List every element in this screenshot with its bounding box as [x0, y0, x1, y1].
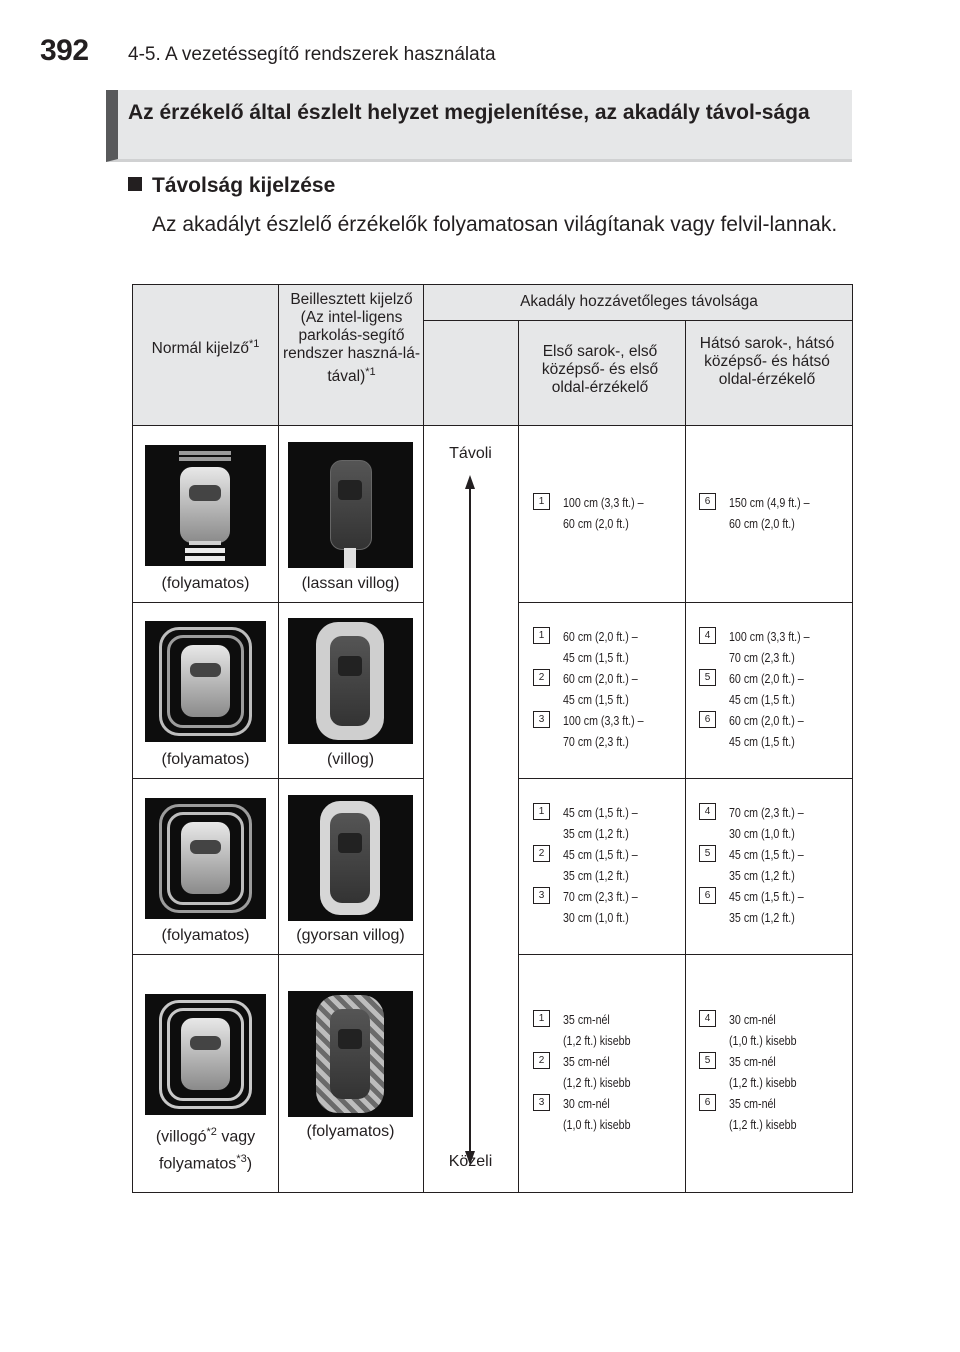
callout-number: 3: [533, 887, 550, 904]
caption-sup: *3: [236, 1153, 247, 1166]
distance-range: [729, 710, 804, 752]
distance-range: [563, 1093, 631, 1135]
distance-line: 45 cm (1,5 ft.) –: [729, 847, 804, 862]
callout-number: 2: [533, 1052, 550, 1069]
distance-range: [563, 668, 638, 710]
callout-number: 4: [699, 1010, 716, 1027]
distance-line: 60 cm (2,0 ft.): [729, 516, 795, 531]
distance-line: 60 cm (2,0 ft.) –: [563, 629, 638, 644]
header-integrated-sup: *1: [365, 366, 376, 378]
distance-line: (1,0 ft.) kisebb: [729, 1033, 797, 1048]
distance-line: (1,2 ft.) kisebb: [563, 1033, 631, 1048]
callout-number: 4: [699, 803, 716, 820]
normal-caption: [133, 1121, 278, 1176]
distance-line: 35 cm (1,2 ft.): [729, 868, 795, 883]
callout-number: 6: [699, 1094, 716, 1111]
distance-line: 35 cm-nél: [729, 1096, 776, 1111]
normal-display-image: [145, 798, 266, 919]
distance-range: [563, 1009, 631, 1051]
callout-number: 6: [699, 493, 716, 510]
normal-caption: (folyamatos): [161, 927, 250, 944]
distance-line: 60 cm (2,0 ft.) –: [729, 671, 804, 686]
distance-line: 45 cm (1,5 ft.): [729, 692, 795, 707]
callout-number: 6: [699, 887, 716, 904]
normal-display-image: [145, 994, 266, 1115]
arrow-label-near: Közeli: [448, 1153, 493, 1170]
distance-range: [729, 844, 804, 886]
callout-number: 6: [699, 711, 716, 728]
integrated-display-image: [288, 795, 413, 921]
distance-line: 70 cm (2,3 ft.) –: [729, 805, 804, 820]
distance-line: 30 cm-nél: [729, 1012, 776, 1027]
caption-part: ): [246, 1155, 253, 1173]
distance-range: [563, 626, 638, 668]
distance-table: [132, 284, 853, 1193]
callout-number: 1: [533, 627, 550, 644]
subsection-title-text: Távolság kijelzése: [152, 174, 336, 197]
distance-line: 35 cm (1,2 ft.): [563, 868, 629, 883]
caption-sup: *2: [206, 1126, 217, 1138]
integrated-caption: (lassan villog): [301, 575, 400, 592]
arrow-label-far: Távoli: [449, 445, 492, 462]
distance-line: 35 cm (1,2 ft.): [563, 826, 629, 841]
integrated-caption: (gyorsan villog): [296, 927, 405, 944]
distance-range: [729, 1093, 797, 1135]
distance-arrow-icon: [458, 475, 482, 1165]
normal-display-image: [145, 445, 266, 566]
distance-range: [729, 626, 810, 668]
callout-number: 5: [699, 845, 716, 862]
distance-line: 100 cm (3,3 ft.) –: [563, 713, 644, 728]
header-integrated-text: Beillesztett kijelző (Az intel-ligens parkolás-segítő rendszer haszná-lá-tával): [283, 291, 420, 386]
distance-line: 30 cm (1,0 ft.): [563, 910, 629, 925]
normal-caption: (folyamatos): [161, 575, 250, 592]
distance-line: 60 cm (2,0 ft.) –: [563, 671, 638, 686]
header-normal-sup: *1: [248, 338, 260, 350]
callout-number: 4: [699, 627, 716, 644]
distance-range: [729, 1009, 797, 1051]
callout-number: 2: [533, 845, 550, 862]
integrated-display-image: [288, 991, 413, 1117]
distance-line: 45 cm (1,5 ft.): [729, 734, 795, 749]
distance-range: [563, 844, 638, 886]
integrated-display-image: [288, 618, 413, 744]
distance-range: [563, 1051, 631, 1093]
callout-number: 3: [533, 1094, 550, 1111]
distance-line: 35 cm-nél: [729, 1054, 776, 1069]
distance-range: [729, 1051, 797, 1093]
distance-line: 60 cm (2,0 ft.) –: [729, 713, 804, 728]
callout-number: 5: [699, 1052, 716, 1069]
section-title: Az érzékelő által észlelt helyzet megjelenítése, az akadály távol-sága: [128, 101, 810, 124]
distance-line: 150 cm (4,9 ft.) –: [729, 495, 810, 510]
caption-part: (villogó: [155, 1128, 207, 1146]
distance-range: [563, 802, 638, 844]
distance-line: 100 cm (3,3 ft.) –: [563, 495, 644, 510]
caption-part: vagy: [216, 1128, 256, 1146]
distance-line: 35 cm-nél: [563, 1054, 610, 1069]
callout-number: 5: [699, 669, 716, 686]
distance-range: [729, 802, 804, 844]
header-distance: Akadály hozzávetőleges távolsága: [520, 293, 758, 310]
distance-line: 30 cm-nél: [563, 1096, 610, 1111]
distance-line: 45 cm (1,5 ft.): [563, 650, 629, 665]
distance-line: 70 cm (2,3 ft.) –: [563, 889, 638, 904]
callout-number: 1: [533, 1010, 550, 1027]
caption-part: folyamatos: [158, 1155, 237, 1173]
callout-number: 3: [533, 711, 550, 728]
header-integrated: [281, 291, 422, 386]
distance-line: 60 cm (2,0 ft.): [563, 516, 629, 531]
distance-line: 100 cm (3,3 ft.) –: [729, 629, 810, 644]
callout-number: 1: [533, 803, 550, 820]
distance-line: 70 cm (2,3 ft.): [729, 650, 795, 665]
distance-line: (1,2 ft.) kisebb: [729, 1117, 797, 1132]
distance-line: (1,2 ft.) kisebb: [563, 1075, 631, 1090]
header-normal-text: Normál kijelző: [151, 340, 249, 358]
distance-range: [563, 492, 644, 534]
subsection-title: [128, 174, 335, 198]
distance-range: [563, 886, 638, 928]
distance-range: [729, 492, 810, 534]
integrated-display-image: [288, 442, 413, 568]
normal-caption: (folyamatos): [161, 751, 250, 768]
header-rear: Hátsó sarok-, hátsó középső- és hátsó oldal-érzékelő: [699, 335, 835, 388]
distance-line: 35 cm (1,2 ft.): [729, 910, 795, 925]
distance-line: 35 cm-nél: [563, 1012, 610, 1027]
callout-number: 1: [533, 493, 550, 510]
callout-number: 2: [533, 669, 550, 686]
distance-range: [563, 710, 644, 752]
distance-range: [729, 886, 804, 928]
header-normal: [133, 335, 278, 358]
square-bullet-icon: [128, 177, 142, 191]
distance-line: 45 cm (1,5 ft.) –: [729, 889, 804, 904]
description: Az akadályt észlelő érzékelők folyamatosan világítanak vagy felvil-lannak.: [152, 213, 838, 236]
page-number: 392: [40, 34, 89, 67]
integrated-caption: (folyamatos): [306, 1123, 395, 1140]
chapter-title: 4-5. A vezetéssegítő rendszerek használata: [128, 44, 496, 65]
distance-line: (1,2 ft.) kisebb: [729, 1075, 797, 1090]
distance-line: 45 cm (1,5 ft.) –: [563, 847, 638, 862]
distance-line: 45 cm (1,5 ft.): [563, 692, 629, 707]
distance-range: [729, 668, 804, 710]
distance-line: 30 cm (1,0 ft.): [729, 826, 795, 841]
integrated-caption: (villog): [326, 751, 375, 768]
distance-line: (1,0 ft.) kisebb: [563, 1117, 631, 1132]
distance-line: 70 cm (2,3 ft.): [563, 734, 629, 749]
normal-display-image: [145, 621, 266, 742]
header-front: Első sarok-, első középső- és első oldal-érzékelő: [541, 343, 659, 396]
distance-line: 45 cm (1,5 ft.) –: [563, 805, 638, 820]
